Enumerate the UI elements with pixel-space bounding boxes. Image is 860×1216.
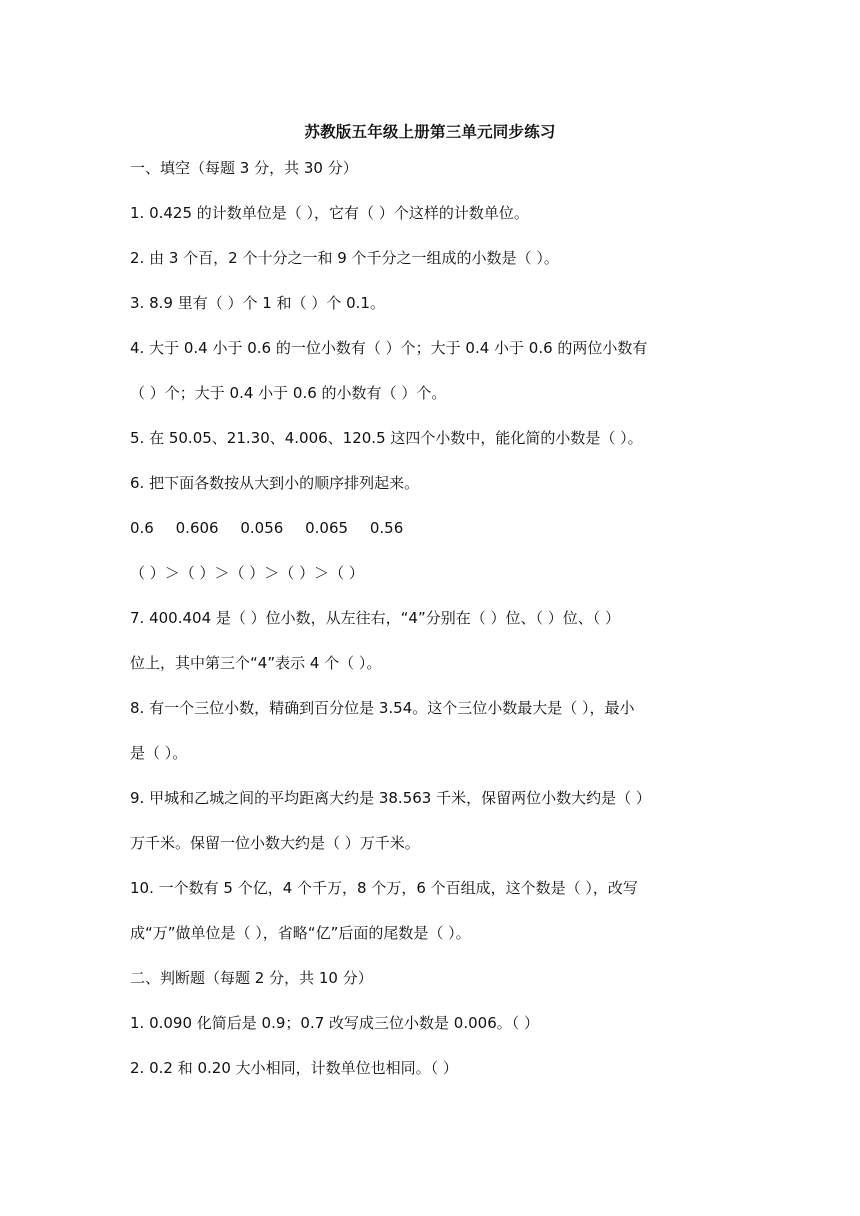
number-item: 0.6 — [130, 519, 154, 537]
number-item: 0.606 — [175, 519, 219, 537]
number-item: 0.56 — [369, 519, 404, 537]
section-1-heading: 一、填空（每题 3 分，共 30 分） — [130, 159, 358, 177]
judgement-question-2: 2. 0.2 和 0.20 大小相同，计数单位也相同。（ ） — [130, 1059, 458, 1077]
question-1: 1. 0.425 的计数单位是（ ），它有（ ）个这样的计数单位。 — [130, 204, 529, 222]
question-4-line-2: （ ）个；大于 0.4 小于 0.6 的小数有（ ）个。 — [130, 384, 447, 402]
question-8-line-2: 是（ ）。 — [130, 744, 188, 762]
question-10-line-2: 成“万”做单位是（ ），省略“亿”后面的尾数是（ ）。 — [130, 924, 471, 942]
question-10-line-1: 10. 一个数有 5 个亿，4 个千万，8 个万，6 个百组成，这个数是（ ），改写 — [130, 879, 638, 897]
judgement-question-1: 1. 0.090 化简后是 0.9；0.7 改写成三位小数是 0.006。（ ） — [130, 1014, 540, 1032]
question-7-line-2: 位上，其中第三个“4”表示 4 个（ ）。 — [130, 654, 382, 672]
question-6: 6. 把下面各数按从大到小的顺序排列起来。 — [130, 474, 420, 492]
question-2: 2. 由 3 个百，2 个十分之一和 9 个千分之一组成的小数是（ ）。 — [130, 249, 559, 267]
page-title: 苏教版五年级上册第三单元同步练习 — [304, 123, 556, 141]
question-3: 3. 8.9 里有（ ）个 1 和（ ）个 0.1。 — [130, 294, 385, 312]
question-7-line-1: 7. 400.404 是（ ）位小数，从左往右，“4”分别在（ ）位、（ ）位、（ ） — [130, 609, 621, 627]
question-5: 5. 在 50.05、21.30、4.006、120.5 这四个小数中，能化简的小数是（ ）。 — [130, 429, 643, 447]
question-4-line-1: 4. 大于 0.4 小于 0.6 的一位小数有（ ）个；大于 0.4 小于 0.6 的两位小数有 — [130, 339, 648, 357]
number-item: 0.056 — [240, 519, 284, 537]
question-6-numbers — [130, 516, 740, 540]
number-item: 0.065 — [305, 519, 349, 537]
question-8-line-1: 8. 有一个三位小数，精确到百分位是 3.54。这个三位小数最大是（ ），最小 — [130, 699, 635, 717]
question-9-line-2: 万千米。保留一位小数大约是（ ）万千米。 — [130, 834, 420, 852]
question-9-line-1: 9. 甲城和乙城之间的平均距离大约是 38.563 千米，保留两位小数大约是（ ） — [130, 789, 651, 807]
question-6-order-blanks: （ ）＞（ ）＞（ ）＞（ ）＞（ ） — [130, 564, 364, 582]
section-2-heading: 二、判断题（每题 2 分，共 10 分） — [130, 969, 373, 987]
